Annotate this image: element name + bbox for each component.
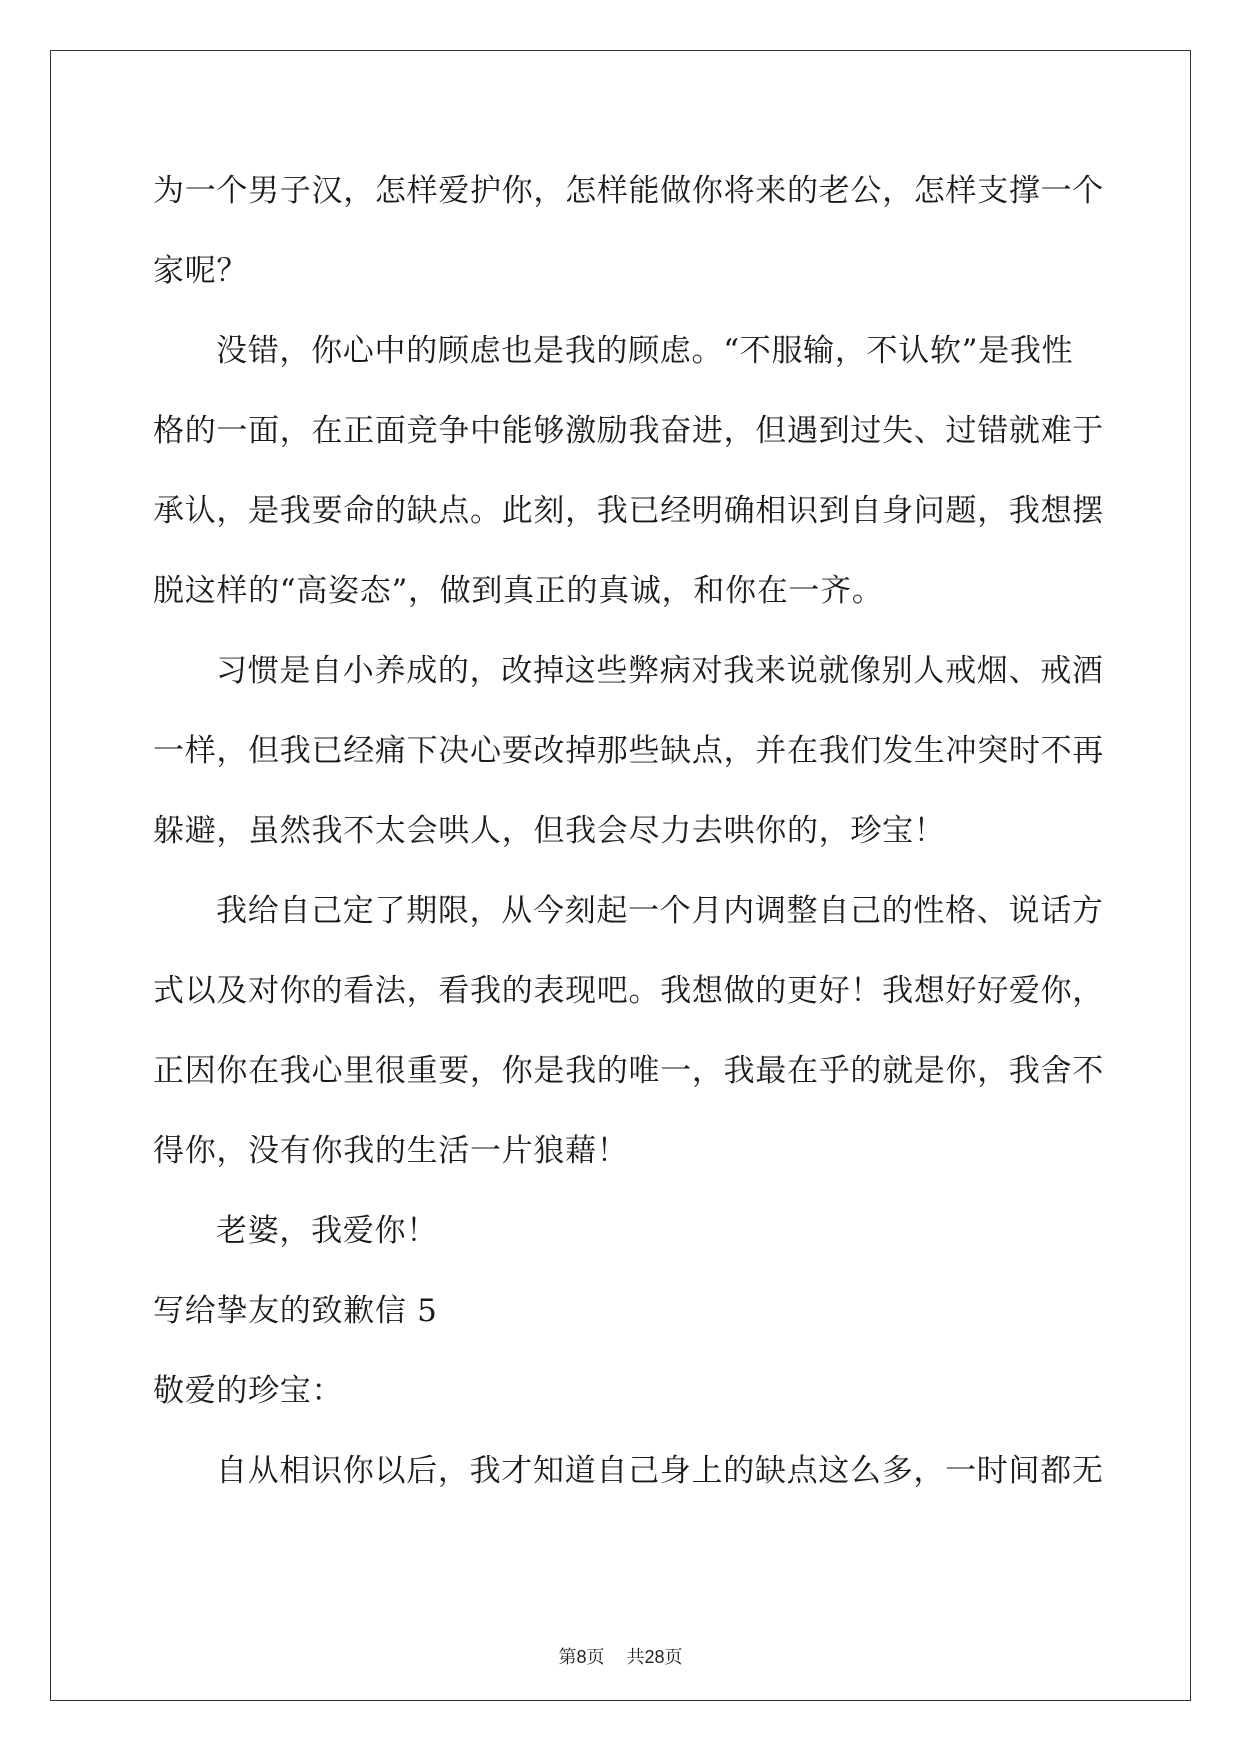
page-suffix: 页 [586, 1647, 605, 1668]
paragraph-start: 自从相识你以后，我才知道自己身上的缺点这么多，一时间都无 [216, 1453, 1104, 1489]
total-pages: 28 [644, 1647, 665, 1667]
document-body [153, 160, 1104, 1520]
text-line: 格的一面，在正面竞争中能够激励我奋进，但遇到过失、过错就难于 [153, 413, 1104, 449]
page-footer [0, 1645, 1241, 1670]
text-line: 正因你在我心里很重要，你是我的唯一，我最在乎的就是你，我舍不 [153, 1053, 1104, 1089]
text-line: 为一个男子汉，怎样爱护你，怎样能做你将来的老公，怎样支撑一个 [153, 173, 1104, 209]
salutation: 敬爱的珍宝： [153, 1373, 344, 1409]
text-line: 承认，是我要命的缺点。此刻，我已经明确相识到自身问题，我想摆 [153, 493, 1104, 529]
text-line: 脱这样的“高姿态”，做到真正的真诚，和你在一齐。 [153, 573, 884, 609]
text-line: 得你，没有你我的生活一片狼藉！ [153, 1133, 629, 1169]
text-line: 一样，但我已经痛下决心要改掉那些缺点，并在我们发生冲突时不再 [153, 733, 1104, 769]
paragraph-start: 我给自己定了期限，从今刻起一个月内调整自己的性格、说话方 [216, 893, 1104, 929]
section-heading: 写给挚友的致歉信 5 [153, 1293, 438, 1329]
total-prefix: 共 [626, 1647, 645, 1668]
page-prefix: 第 [558, 1647, 577, 1668]
page-number: 8 [576, 1647, 587, 1667]
text-line: 式以及对你的看法，看我的表现吧。我想做的更好！我想好好爱你， [153, 973, 1104, 1009]
paragraph-start: 习惯是自小养成的，改掉这些弊病对我来说就像别人戒烟、戒酒 [216, 653, 1104, 689]
text-line: 家呢？ [153, 253, 249, 289]
text-line: 躲避，虽然我不太会哄人，但我会尽力去哄你的，珍宝！ [153, 813, 946, 849]
paragraph-start: 老婆，我爱你！ [216, 1213, 438, 1249]
paragraph-start: 没错，你心中的顾虑也是我的顾虑。“不服输，不认软”是我性 [216, 333, 1074, 369]
total-suffix: 页 [664, 1647, 683, 1668]
